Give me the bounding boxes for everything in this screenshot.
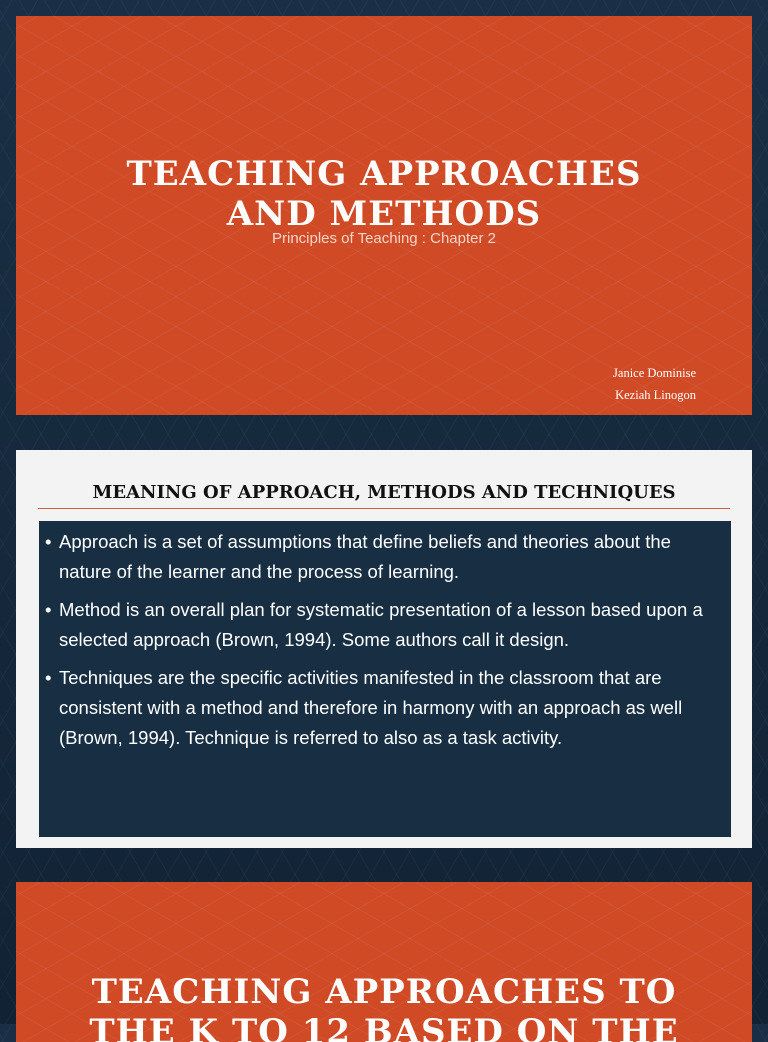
bullet-icon: • (45, 667, 52, 688)
author-name: Keziah Linogon (615, 388, 696, 402)
slide-title-line-1: TEACHING APPROACHES (126, 154, 642, 194)
definition-text: Method is an overall plan for systematic presentation of a lesson based upon a selected approach (Brown, 1994). Some authors call it design. (59, 599, 703, 650)
k12-slide-heading (16, 972, 752, 1042)
slide-title-line-2: AND METHODS (226, 194, 542, 234)
definitions-box (39, 521, 731, 837)
title-slide (16, 16, 752, 415)
bullet-icon: • (45, 531, 52, 552)
k12-heading-line-2: THE K TO 12 BASED ON THE (89, 1012, 679, 1042)
definition-item-techniques (45, 663, 721, 753)
slide-title-heading (16, 154, 752, 234)
definition-item-approach (45, 527, 721, 587)
definitions-list (45, 527, 721, 753)
definition-text: Techniques are the specific activities manifested in the classroom that are consistent with a method and therefore in harmony with an approach as well (Brown, 1994). Technique is referred to also as a task activity. (59, 667, 683, 748)
slide-subtitle: Principles of Teaching : Chapter 2 (271, 230, 497, 247)
definition-text: Approach is a set of assumptions that define beliefs and theories about the nature of the learner and the process of learning. (59, 531, 671, 582)
k12-heading-line-1: TEACHING APPROACHES TO (91, 972, 677, 1012)
bullet-icon: • (45, 599, 52, 620)
author-name: Janice Dominise (613, 366, 696, 380)
k12-slide (16, 882, 752, 1042)
author-list (613, 362, 696, 406)
definition-item-method (45, 595, 721, 655)
meaning-slide (16, 450, 752, 848)
meaning-slide-heading: MEANING OF APPROACH, METHODS AND TECHNIQUES (38, 480, 730, 509)
